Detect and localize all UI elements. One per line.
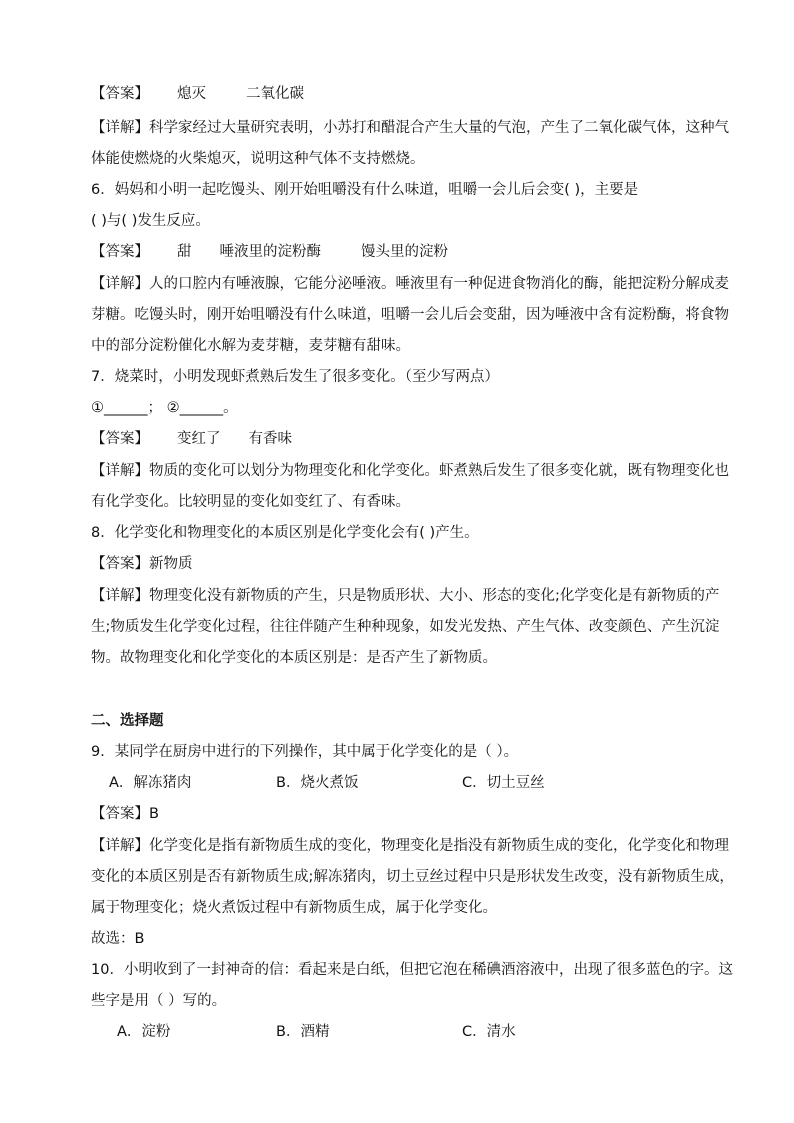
detail-line: 生;物质发生化学变化过程，往往伴随产生种种现象，如发光发热、产生气体、改变颜色、产生沉淀 xyxy=(91,619,720,635)
answer-line xyxy=(91,242,706,262)
question-8-text: 8．化学变化和物理变化的本质区别是化学变化会有( )产生。 xyxy=(91,525,479,541)
question-9-text: 9．某同学在厨房中进行的下列操作，其中属于化学变化的是（ ）。 xyxy=(91,744,519,760)
option-a: A．淀粉 xyxy=(117,1024,171,1040)
detail-text: 化学变化是指有新物质生成的变化，物理变化是指没有新物质生成的变化，化学变化和物理 xyxy=(149,838,729,854)
answer-line xyxy=(91,84,706,104)
detail-line: 属于物理变化；烧火煮饭过程中有新物质生成，属于化学变化。 xyxy=(91,900,497,916)
answer-value: B xyxy=(149,806,159,822)
answer-value: 馒头里的淀粉 xyxy=(361,244,448,260)
answer-tag: 【答案】 xyxy=(91,86,149,102)
detail-tag: 【详解】 xyxy=(91,120,149,136)
detail-line xyxy=(91,586,720,606)
conclusion-line: 故选：B xyxy=(91,931,145,947)
answer-tag: 【答案】 xyxy=(91,431,149,447)
question-6-text: ( )与( )发生反应。 xyxy=(91,213,210,229)
detail-tag: 【详解】 xyxy=(91,838,149,854)
answer-value: 唾液里的淀粉酶 xyxy=(219,244,321,260)
answer-value: 熄灭 xyxy=(177,86,206,102)
detail-text: 科学家经过大量研究表明，小苏打和醋混合产生大量的气泡，产生了二氧化碳气体，这种气 xyxy=(149,120,729,136)
answer-tag: 【答案】 xyxy=(91,806,149,822)
question-7-blanks: ①______； ②______。 xyxy=(91,400,238,416)
detail-line: 物。故物理变化和化学变化的本质区别是：是否产生了新物质。 xyxy=(91,650,497,666)
detail-text: 物理变化没有新物质的产生，只是物质形状、大小、形态的变化;化学变化是有新物质的产 xyxy=(149,588,720,604)
answer-value: 二氧化碳 xyxy=(246,86,304,102)
answer-line xyxy=(91,429,706,449)
detail-line xyxy=(91,118,729,138)
detail-text: 人的口腔内有唾液腺，它能分泌唾液。唾液里有一种促进食物消化的酶，能把淀粉分解成麦 xyxy=(149,276,729,292)
answer-tag: 【答案】 xyxy=(91,556,149,572)
detail-line: 变化的本质区别是否有新物质生成;解冻猪肉，切土豆丝过程中只是形状发生改变，没有新物质生成， xyxy=(91,869,734,885)
detail-line: 体能使燃烧的火柴熄灭，说明这种气体不支持燃烧。 xyxy=(91,151,425,167)
option-c: C．清水 xyxy=(462,1024,516,1040)
answer-value: 新物质 xyxy=(149,556,193,572)
detail-line: 芽糖。吃馒头时，刚开始咀嚼没有什么味道，咀嚼一会儿后会变甜，因为唾液中含有淀粉酶，将食物 xyxy=(91,307,729,323)
detail-line xyxy=(91,274,729,294)
question-7-text: 7．烧菜时，小明发现虾煮熟后发生了很多变化。（至少写两点） xyxy=(91,369,499,385)
answer-value: 变红了 xyxy=(177,431,221,447)
question-10-text: 些字是用（ ）写的。 xyxy=(91,993,227,1009)
detail-tag: 【详解】 xyxy=(91,588,149,604)
section-title: 二、选择题 xyxy=(91,713,164,729)
option-b: B．烧火煮饭 xyxy=(276,775,359,791)
answer-value: 有香味 xyxy=(248,431,292,447)
option-a: A．解冻猪肉 xyxy=(109,775,192,791)
detail-line xyxy=(91,461,729,481)
answer-line xyxy=(91,804,706,824)
detail-line xyxy=(91,836,729,856)
question-6-text: 6．妈妈和小明一起吃馒头、刚开始咀嚼没有什么味道，咀嚼一会儿后会变( )，主要是 xyxy=(91,182,639,198)
detail-tag: 【详解】 xyxy=(91,463,149,479)
answer-value: 甜 xyxy=(177,244,192,260)
option-c: C．切土豆丝 xyxy=(462,775,545,791)
detail-line: 中的部分淀粉催化水解为麦芽糖，麦芽糖有甜味。 xyxy=(91,338,410,354)
detail-tag: 【详解】 xyxy=(91,276,149,292)
option-b: B．酒精 xyxy=(276,1024,330,1040)
answer-line xyxy=(91,554,706,574)
answer-tag: 【答案】 xyxy=(91,244,149,260)
detail-text: 物质的变化可以划分为物理变化和化学变化。虾煮熟后发生了很多变化就，既有物理变化也 xyxy=(149,463,729,479)
detail-line: 有化学变化。比较明显的变化如变红了、有香味。 xyxy=(91,494,410,510)
question-10-text: 10．小明收到了一封神奇的信：看起来是白纸，但把它泡在稀碘酒溶液中，出现了很多蓝色的字。这 xyxy=(91,962,733,978)
